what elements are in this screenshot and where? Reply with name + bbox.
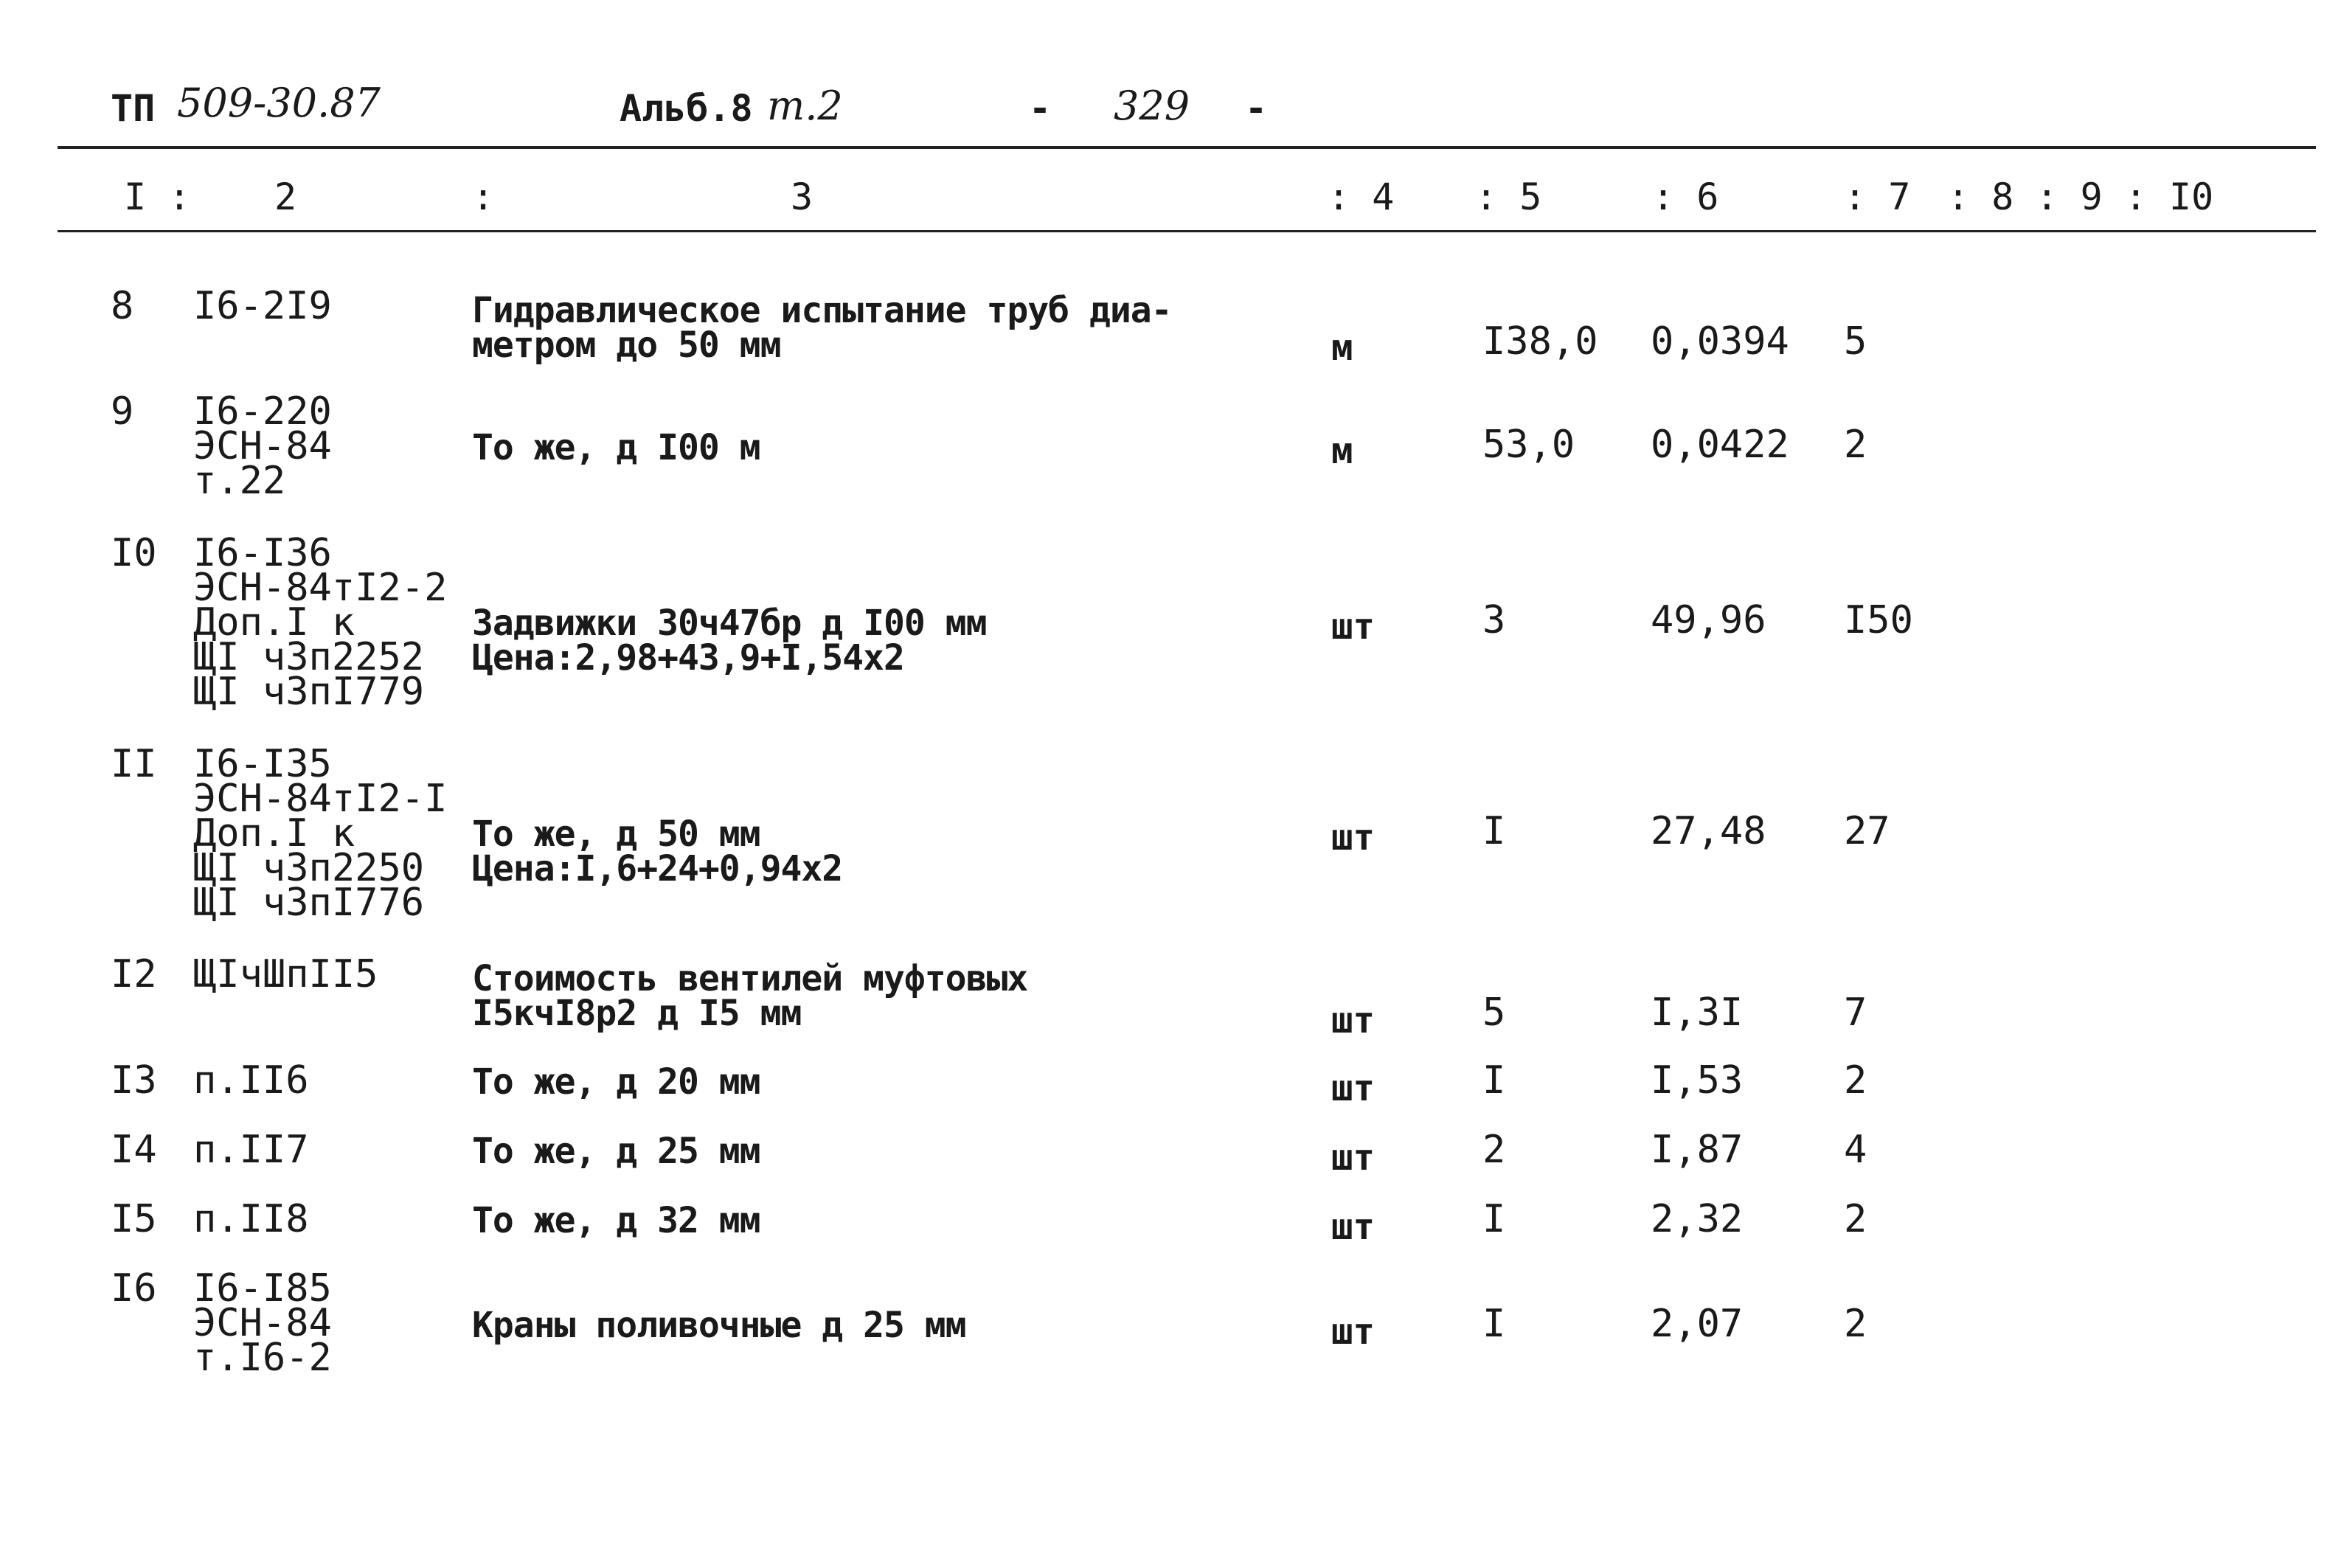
row-unit: шт	[1331, 816, 1376, 858]
row-quantity: I	[1482, 809, 1506, 853]
page-dash-right: -	[1245, 87, 1268, 130]
row-price: I,3I	[1651, 991, 1744, 1035]
row-desc-line: Цена:I,6+24+0,94x2	[472, 848, 843, 889]
row-price: I,87	[1651, 1128, 1744, 1172]
row-total: 4	[1844, 1128, 1867, 1172]
row-unit: шт	[1331, 606, 1376, 648]
row-number: II	[111, 742, 157, 786]
row-quantity: 3	[1482, 598, 1506, 642]
row-code-line: ЭСН-84тI2-I	[193, 777, 448, 821]
row-desc-line: Цена:2,98+43,9+I,54x2	[472, 637, 904, 679]
album-label: Альб.8	[620, 87, 753, 130]
row-code-line: Доп.I к	[193, 600, 355, 645]
row-quantity: I	[1482, 1197, 1506, 1241]
col-header-1: I :	[124, 176, 191, 218]
row-code-line: ЭСН-84тI2-2	[193, 566, 448, 610]
row-price: I,53	[1651, 1058, 1744, 1103]
col-header-4: : 4	[1328, 176, 1395, 218]
row-unit: м	[1331, 430, 1353, 472]
row-price: 27,48	[1651, 809, 1766, 853]
doc-prefix: ТП	[111, 87, 156, 130]
row-quantity: I38,0	[1482, 319, 1598, 364]
row-total: 5	[1844, 319, 1867, 364]
row-code-line: ЭСН-84	[193, 424, 332, 468]
col-header-7: : 7	[1844, 176, 1911, 218]
row-number: I3	[111, 1058, 157, 1103]
row-number: 8	[111, 284, 134, 328]
row-total: 2	[1844, 1302, 1867, 1346]
row-code-line: п.II7	[193, 1128, 309, 1172]
row-code-line: ЩI ч3пI776	[193, 881, 425, 925]
row-code-line: I6-220	[193, 389, 332, 434]
row-unit: шт	[1331, 999, 1376, 1041]
row-code-line: I6-I36	[193, 531, 332, 575]
row-desc-line: То же, д 25 мм	[472, 1131, 760, 1172]
row-code-line: п.II8	[193, 1197, 309, 1241]
row-total: 2	[1844, 1058, 1867, 1103]
row-desc-line: метром до 50 мм	[472, 325, 781, 366]
row-code-line: ЩIчШпII5	[193, 952, 378, 996]
row-total: I50	[1844, 598, 1913, 642]
row-code-line: ЩI ч3п2252	[193, 635, 425, 679]
row-code-line: п.II6	[193, 1058, 309, 1103]
row-code-line: ЩI ч3пI779	[193, 670, 425, 714]
row-quantity: I	[1482, 1058, 1506, 1103]
col-header-sep: :	[472, 176, 495, 218]
page-dash-left: -	[1029, 87, 1052, 130]
col-header-3: 3	[791, 176, 814, 218]
row-number: I4	[111, 1128, 157, 1172]
col-header-2: 2	[274, 176, 297, 218]
row-number: 9	[111, 389, 134, 434]
row-code-line: т.22	[193, 459, 286, 503]
row-quantity: 5	[1482, 991, 1506, 1035]
row-code-line: I6-I85	[193, 1266, 332, 1311]
row-code-line: ЭСН-84	[193, 1301, 332, 1345]
row-total: 7	[1844, 991, 1867, 1035]
row-total: 2	[1844, 1197, 1867, 1241]
row-number: I0	[111, 531, 157, 575]
row-number: I6	[111, 1266, 157, 1311]
row-desc-line: Гидравлическое испытание труб диа-	[472, 290, 1172, 331]
page-number: 329	[1114, 83, 1190, 129]
row-desc-line: То же, д 32 мм	[472, 1200, 760, 1241]
row-unit: м	[1331, 327, 1353, 369]
row-price: 0,0394	[1651, 319, 1789, 364]
col-header-8-10: : 8 : 9 : I0	[1947, 176, 2214, 218]
row-code-line: I6-2I9	[193, 284, 332, 328]
row-total: 2	[1844, 423, 1867, 467]
row-unit: шт	[1331, 1067, 1376, 1109]
row-total: 27	[1844, 809, 1890, 853]
row-unit: шт	[1331, 1311, 1376, 1353]
row-code-line: Доп.I к	[193, 811, 355, 856]
doc-number: 509-30.87	[177, 80, 381, 126]
row-code-line: I6-I35	[193, 742, 332, 786]
row-price: 49,96	[1651, 598, 1766, 642]
row-desc-line: То же, д I00 м	[472, 427, 760, 468]
row-code-line: т.I6-2	[193, 1336, 332, 1380]
row-desc-line: То же, д 50 мм	[472, 814, 760, 855]
col-header-6: : 6	[1652, 176, 1719, 218]
row-desc-line: Краны поливочные д 25 мм	[472, 1305, 966, 1346]
row-price: 2,07	[1651, 1302, 1744, 1346]
row-number: I2	[111, 952, 157, 996]
col-header-5: : 5	[1475, 176, 1542, 218]
header-rule-top	[58, 146, 2316, 149]
row-desc-line: Задвижки 30ч47бр д I00 мм	[472, 603, 987, 644]
row-unit: шт	[1331, 1206, 1376, 1248]
row-desc-line: То же, д 20 мм	[472, 1061, 760, 1103]
row-quantity: 53,0	[1482, 423, 1575, 467]
row-code-line: ЩI ч3п2250	[193, 846, 425, 890]
row-desc-line: I5кчI8р2 д I5 мм	[472, 993, 802, 1034]
album-volume: т.2	[767, 83, 843, 129]
row-price: 2,32	[1651, 1197, 1744, 1241]
row-price: 0,0422	[1651, 423, 1789, 467]
row-quantity: 2	[1482, 1128, 1506, 1172]
row-number: I5	[111, 1197, 157, 1241]
row-unit: шт	[1331, 1137, 1376, 1179]
row-desc-line: Стоимость вентилей муфтовых	[472, 958, 1028, 999]
header-rule-bottom	[58, 230, 2316, 232]
row-quantity: I	[1482, 1302, 1506, 1346]
